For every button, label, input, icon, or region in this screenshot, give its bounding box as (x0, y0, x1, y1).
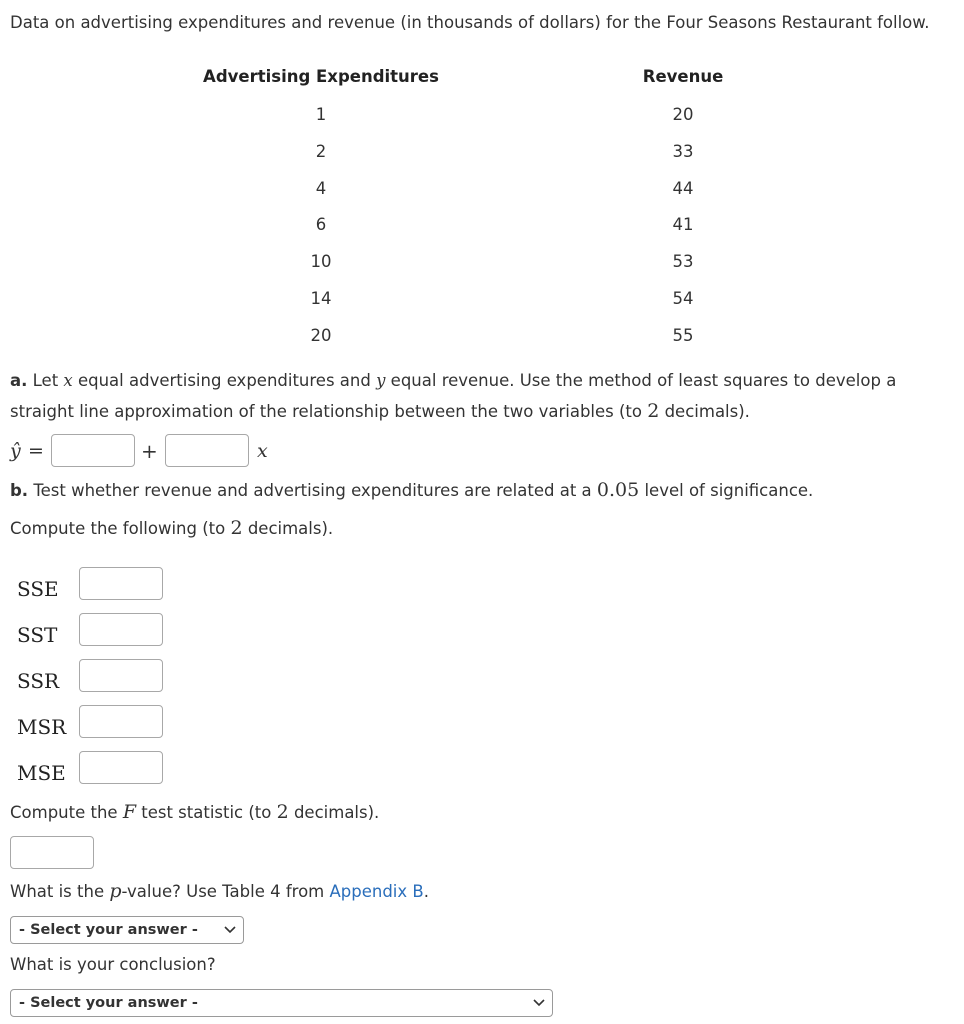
p-text: -value? Use Table 4 from (121, 882, 330, 901)
intro-text: Data on advertising expenditures and revenue (in thousands of dollars) for the Four Seasons Restaurant follow. (10, 13, 930, 32)
revenue-column (643, 104, 723, 362)
conclusion-select[interactable] (10, 989, 553, 1017)
part-a-line-1 (10, 371, 896, 390)
f-statistic-input[interactable] (10, 836, 94, 869)
conclusion-question: What is your conclusion? (10, 955, 216, 974)
compute-text: Compute the following (to (10, 519, 231, 538)
p-symbol: p (109, 880, 122, 902)
part-a-text: decimals). (659, 402, 750, 421)
msr-label: MSR (17, 715, 67, 739)
conclusion-select-label: - Select your answer - (19, 995, 198, 1011)
table-cell: 41 (672, 215, 694, 235)
p-text: What is the (10, 882, 110, 901)
slope-input[interactable] (165, 434, 249, 467)
equals-sign: = (28, 440, 44, 462)
var-y: y (376, 371, 386, 390)
part-a-line-2 (10, 400, 750, 422)
part-a-text: Let (27, 371, 64, 390)
table-cell: 33 (672, 141, 694, 161)
part-b-text: Test whether revenue and advertising expenditures are related at a (28, 481, 597, 500)
chevron-down-icon (532, 997, 546, 1009)
compute-instruction (10, 517, 333, 539)
chevron-down-icon (223, 924, 237, 936)
sse-label: SSE (17, 577, 59, 601)
table-cell: 2 (315, 141, 327, 161)
f-test-instruction (10, 801, 379, 823)
mse-label: MSE (17, 761, 66, 785)
f-text: decimals). (288, 803, 380, 822)
table-cell: 14 (310, 288, 332, 308)
table-cell: 44 (672, 178, 694, 198)
table-cell: 1 (315, 105, 327, 124)
p-value-select-label: - Select your answer - (19, 922, 198, 938)
plus-sign: + (141, 439, 158, 463)
header-advertising: Advertising Expenditures (203, 67, 439, 86)
part-a-text: equal revenue. Use the method of least squares to develop a (385, 371, 897, 390)
p-value-select[interactable] (10, 916, 244, 944)
part-a-text: equal advertising expenditures and (72, 371, 377, 390)
sst-input[interactable] (79, 613, 163, 646)
x-variable: x (257, 440, 268, 462)
compute-text: decimals). (242, 519, 334, 538)
f-decimals: 2 (276, 801, 289, 823)
sst-label: SST (17, 623, 58, 647)
sse-input[interactable] (79, 567, 163, 600)
table-cell: 55 (672, 325, 694, 345)
table-cell: 4 (315, 178, 327, 198)
intercept-input[interactable] (51, 434, 135, 467)
compute-decimals: 2 (230, 517, 243, 539)
p-value-question (10, 880, 429, 902)
ssr-label: SSR (17, 669, 60, 693)
advertising-column (281, 104, 361, 362)
part-a-label: a. (10, 371, 28, 390)
table-cell: 20 (672, 105, 694, 124)
part-b-line (10, 479, 813, 501)
table-cell: 20 (310, 325, 332, 345)
f-symbol: F (122, 801, 136, 823)
table-cell: 54 (672, 288, 694, 308)
y-hat-symbol: ŷ (10, 440, 21, 462)
table-cell: 6 (315, 215, 327, 235)
table-cell: 53 (672, 252, 694, 272)
header-revenue: Revenue (642, 67, 724, 86)
ssr-input[interactable] (79, 659, 163, 692)
f-text: test statistic (to (136, 803, 277, 822)
part-b-text: level of significance. (639, 481, 814, 500)
msr-input[interactable] (79, 705, 163, 738)
part-a-text: straight line approximation of the relationship between the two variables (to (10, 402, 648, 421)
alpha-value: 0.05 (596, 479, 640, 501)
part-b-label: b. (10, 481, 29, 500)
p-text: . (423, 882, 429, 901)
mse-input[interactable] (79, 751, 163, 784)
table-cell: 10 (310, 252, 332, 272)
decimals-number: 2 (647, 400, 660, 422)
f-text: Compute the (10, 803, 123, 822)
appendix-b-link[interactable]: Appendix B (329, 882, 424, 901)
var-x: x (63, 371, 73, 390)
